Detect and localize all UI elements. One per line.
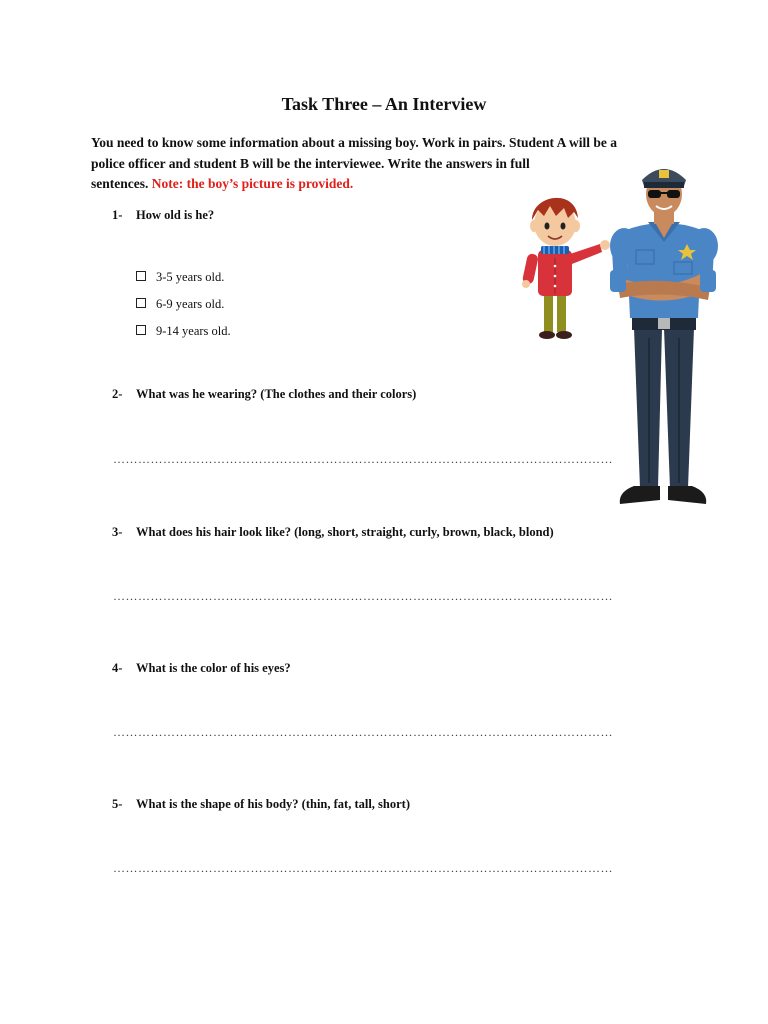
checkbox[interactable] bbox=[136, 271, 146, 281]
question-text: What is the shape of his body? (thin, fat, tall, short) bbox=[136, 797, 410, 811]
question-5 bbox=[112, 797, 410, 812]
boy-illustration bbox=[516, 180, 616, 345]
checkbox[interactable] bbox=[136, 298, 146, 308]
option-label: 6-9 years old. bbox=[156, 297, 225, 311]
option-1[interactable] bbox=[136, 270, 224, 285]
question-1 bbox=[112, 208, 214, 223]
question-number: 1- bbox=[112, 208, 123, 222]
instructions-line-1: You need to know some information about a missing boy. Work in pairs. Student A will be a bbox=[91, 135, 617, 150]
question-text: What does his hair look like? (long, short, straight, curly, brown, black, blond) bbox=[136, 525, 554, 539]
answer-line-3[interactable]: ………………………………………………………………………………………………………… bbox=[113, 589, 613, 603]
option-2[interactable] bbox=[136, 297, 224, 312]
question-text: How old is he? bbox=[136, 208, 215, 222]
checkbox[interactable] bbox=[136, 325, 146, 335]
answer-line-5[interactable]: ………………………………………………………………………………………………………… bbox=[113, 861, 613, 875]
question-4 bbox=[112, 661, 291, 676]
question-text: What was he wearing? (The clothes and their colors) bbox=[136, 387, 417, 401]
instructions-sentences: sentences. bbox=[91, 176, 149, 191]
answer-line-2[interactable]: ………………………………………………………………………………………………………… bbox=[113, 452, 613, 466]
page-title: Task Three – An Interview bbox=[281, 94, 487, 114]
question-text: What is the color of his eyes? bbox=[136, 661, 291, 675]
question-3 bbox=[112, 525, 554, 540]
instructions-note: Note: the boy’s picture is provided. bbox=[151, 176, 354, 191]
question-number: 2- bbox=[112, 387, 123, 401]
question-number: 3- bbox=[112, 525, 123, 539]
question-number: 5- bbox=[112, 797, 123, 811]
answer-line-4[interactable]: ………………………………………………………………………………………………………… bbox=[113, 725, 613, 739]
instructions-line-2: police officer and student B will be the interviewee. Write the answers in full bbox=[91, 155, 530, 171]
question-2 bbox=[112, 387, 416, 402]
option-label: 9-14 years old. bbox=[156, 324, 231, 338]
option-3[interactable] bbox=[136, 324, 231, 339]
question-number: 4- bbox=[112, 661, 123, 675]
option-label: 3-5 years old. bbox=[156, 270, 225, 284]
police-officer-illustration bbox=[604, 158, 722, 513]
